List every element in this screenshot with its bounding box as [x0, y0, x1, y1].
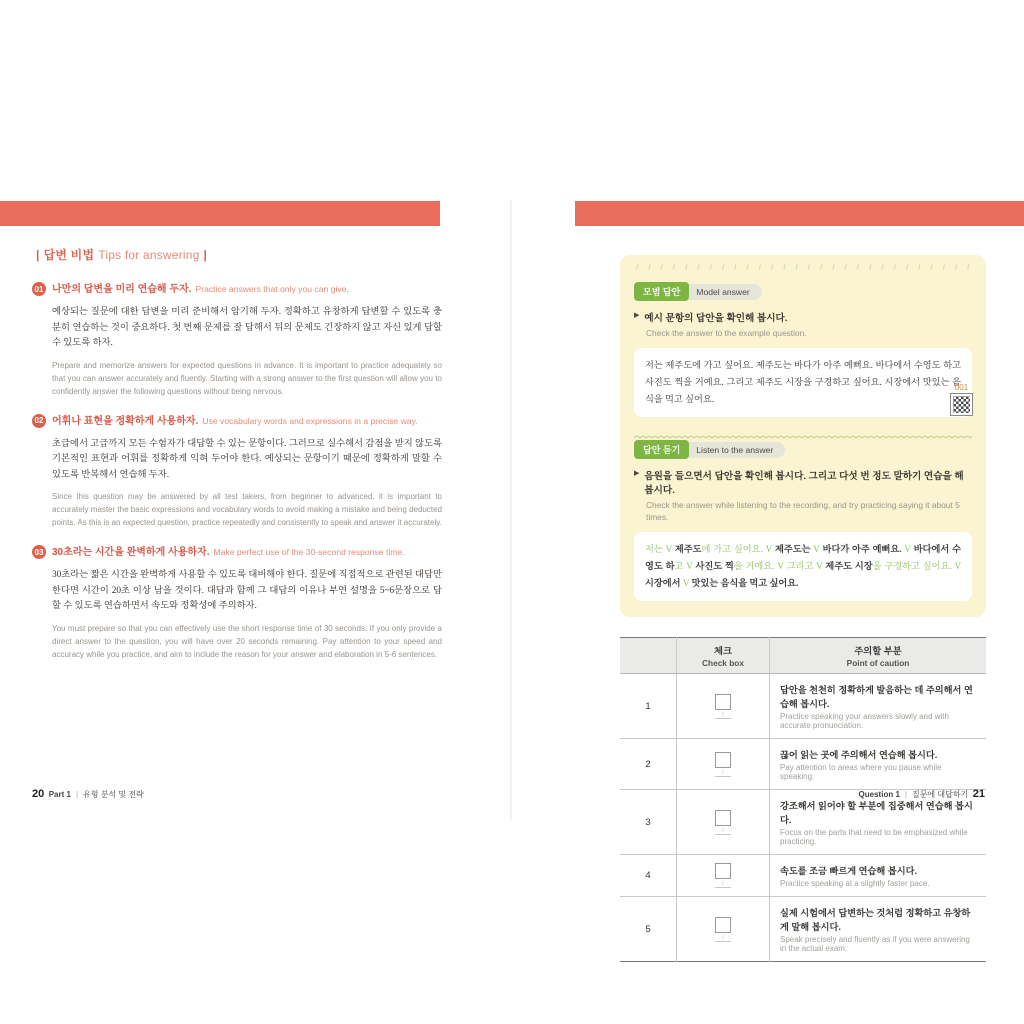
answer-segment: 제주도 시장: [825, 561, 873, 571]
stitch-slash: /: [795, 262, 798, 272]
tip-body-english: Since this question may be answered by all test takers, from beginner to advanced, it is important to accurately master the basic expressions and vocabulary words to avoid making a mistake and being deducted points. As this is an expected question, practice repeatedly and consistently to speak and answer it accurately.: [52, 492, 442, 527]
header-caution-ko: 주의할 부분: [854, 646, 902, 656]
stitch-slash: /: [648, 262, 651, 272]
section-title: [32, 246, 442, 263]
stitch-slash: /: [844, 262, 848, 272]
caution-cell: [770, 855, 987, 897]
model-answer-badges: [634, 282, 972, 301]
checkbox-cell: [677, 855, 770, 897]
checkbox-cell: [677, 739, 770, 790]
instruction-ko: 음원을 들으면서 답안을 확인해 봅시다. 그리고 다섯 번 정도 말하기 연습을 해 봅시다.: [644, 471, 964, 496]
footer-part-label: Part 1: [48, 790, 71, 799]
model-answer-badge-en: Model answer: [681, 284, 762, 300]
stitch-slash: /: [893, 262, 897, 272]
stitch-slash: /: [942, 262, 946, 272]
stitch-slash: /: [807, 262, 811, 272]
pause-mark: V: [816, 561, 826, 571]
arrow-bullet-icon: ▶: [634, 470, 640, 477]
pause-mark: V: [686, 561, 696, 571]
checkbox[interactable]: [715, 917, 731, 933]
stitch-slash: /: [930, 262, 933, 272]
tip-title-ko: 30초라는 시간을 완벽하게 사용하자.: [52, 547, 210, 558]
checkbox-mark-line: /: [715, 882, 731, 888]
tip-heading: [32, 544, 442, 561]
tip-title: [52, 413, 418, 430]
footer-separator: |: [904, 790, 907, 799]
stitch-slash: /: [672, 262, 676, 272]
stitch-slash: /: [758, 262, 762, 272]
stitch-slash: /: [660, 262, 664, 272]
tip-title-en: Practice answers that only you can give.: [195, 284, 349, 294]
stitch-slash: /: [832, 262, 835, 272]
header-caution: [770, 638, 987, 674]
listen-badge-en: Listen to the answer: [681, 442, 785, 458]
row-number: 4: [620, 855, 677, 897]
stitch-slash: /: [685, 262, 688, 272]
page-number-right: 21: [972, 788, 985, 800]
stitch-decoration: [634, 263, 972, 272]
row-number: 3: [620, 790, 677, 855]
header-caution-en: Point of caution: [846, 658, 910, 668]
footer-section-title: 질문에 대답하기: [911, 790, 969, 799]
answer-segment: 사진도 찍: [695, 561, 734, 571]
tip-item-2: [32, 413, 442, 530]
tip-title-ko: 나만의 답변을 미리 연습해 두자.: [52, 284, 192, 295]
footer-separator: |: [75, 790, 79, 799]
arrow-bullet-icon: ▶: [634, 312, 640, 319]
stitch-slash: /: [734, 262, 737, 272]
tip-body-korean: 예상되는 질문에 대한 답변을 미리 준비해서 암기해 두자. 정확하고 유창하게 답변할 수 있도록 충분히 연습하는 것이 중요하다. 첫 번째 문제를 잘 답해서 뒤의 문제도 긴장하지 않고 자신 있게 답할 수 있도록 하자.: [52, 307, 442, 348]
answer-segment: 제주도: [674, 544, 702, 554]
pause-mark: V: [954, 561, 961, 571]
stitch-slash: /: [819, 262, 823, 272]
caution-cell: [770, 739, 987, 790]
pause-mark: V: [682, 578, 692, 588]
caution-cell: [770, 897, 987, 962]
stitch-slash: /: [967, 262, 970, 272]
page-gutter: [510, 200, 512, 820]
row-number: 2: [620, 739, 677, 790]
table-row: [620, 855, 986, 897]
answer-segment: 을 거예요.: [733, 561, 778, 571]
pause-mark: V: [904, 544, 914, 554]
stitch-slash: /: [746, 262, 749, 272]
checkbox-cell: [677, 897, 770, 962]
pause-marked-answer-box: [634, 532, 972, 601]
tip-title: [52, 281, 349, 298]
stitch-slash: /: [881, 262, 884, 272]
stitch-slash: /: [856, 262, 860, 272]
answer-segment: 시장에서: [645, 578, 683, 588]
footer-question-label: Question 1: [858, 790, 900, 799]
model-answer-box: 저는 제주도에 가고 싶어요. 제주도는 바다가 아주 예뻐요. 바다에서 수영도 하고 사진도 찍을 거예요. 그리고 제주도 시장을 구경하고 싶어요. 시장에서 맛있는 음식을 먹고 싶어요.: [634, 348, 972, 417]
caution-ko: 강조해서 읽어야 할 부분에 집중해서 연습해 봅시다.: [780, 801, 973, 825]
checkbox-mark-line: /: [715, 936, 731, 942]
page-number-left: 20: [32, 788, 45, 800]
tip-number-badge: 03: [32, 545, 46, 559]
checkbox-cell: [677, 674, 770, 739]
answer-segment: 에 가고 싶어요.: [701, 544, 766, 554]
tip-body-korean: 30초라는 짧은 시간을 완벽하게 사용할 수 있도록 대비해야 한다. 질문에 직접적으로 관련된 대답만 한다면 시간이 20초 이상 남을 것이다. 대답과 함께 그 대답의 이유나 부연 설명을 5~6문장으로 답할 수 있도록 연습하면서 속도와 정확성에 주의하자.: [52, 570, 442, 611]
table-row: [620, 897, 986, 962]
caution-ko: 실제 시험에서 답변하는 것처럼 정확하고 유창하게 말해 봅시다.: [780, 908, 971, 932]
listen-instruction: [634, 468, 972, 523]
row-number: 5: [620, 897, 677, 962]
header-check: [677, 638, 770, 674]
tip-title: [52, 544, 405, 561]
tip-item-1: [32, 281, 442, 398]
stitch-slash: /: [783, 262, 786, 272]
tip-title-en: Make perfect use of the 30-second response time.: [213, 547, 405, 557]
title-open-bar: |: [36, 248, 40, 262]
checkbox-mark-line: /: [715, 713, 731, 719]
track-number: 001: [954, 383, 969, 392]
tip-heading: [32, 281, 442, 298]
tip-title-en: Use vocabulary words and expressions in a precise way.: [202, 415, 418, 426]
model-answer-badge-ko: 모범 답안: [634, 282, 689, 301]
checkbox[interactable]: [715, 694, 731, 710]
listen-badges: [634, 440, 972, 459]
header-blank: [620, 638, 677, 674]
section-title-en: Tips for answering: [98, 248, 200, 262]
pause-mark: V: [665, 544, 675, 554]
table-row: [620, 674, 986, 739]
tip-number-badge: 02: [32, 414, 46, 428]
footer-chapter-title: 유형 분석 및 전략: [83, 790, 144, 799]
header-check-ko: 체크: [714, 646, 732, 656]
tip-body-english: You must prepare so that you can effectively use the short response time of 30 seconds. If you only provide a direct answer to the question, you will have over 20 seconds remaining. Pay attention to your speed and accuracy while you practice, and aim to include the reason for your answer and elaboration in 5-6 sentences.: [52, 623, 442, 659]
stitch-slash: /: [721, 262, 725, 272]
audio-track: [950, 383, 973, 416]
answer-segment: 저는: [645, 544, 666, 554]
row-number: 1: [620, 674, 677, 739]
qr-code-icon: [950, 393, 973, 416]
stitch-slash: /: [869, 262, 872, 272]
model-answer-instruction: [634, 310, 972, 339]
instruction-en: Check the answer to the example question.: [646, 328, 807, 338]
left-page-footer: [32, 788, 144, 800]
answer-segment: 제주도는: [774, 544, 814, 554]
caution-en: Practice speaking at a slightly faster pace.: [780, 879, 930, 888]
title-close-bar: |: [203, 248, 208, 262]
table-row: [620, 739, 986, 790]
wavy-divider: [634, 428, 972, 434]
tip-body-english: Prepare and memorize answers for expected questions in advance. It is important to practice adequately so that you can answer accurately and fluently. Starting with a strong answer to the first question will allow you to confidently answer the following questions without being nervous.: [52, 360, 442, 396]
caution-en: Practice speaking your answers slowly and with accurate pronunciation.: [780, 712, 949, 730]
checkbox[interactable]: [715, 810, 731, 826]
checkbox-mark-line: /: [715, 771, 731, 777]
section-title-ko: 답변 비법: [43, 248, 95, 262]
pause-mark: V: [777, 561, 787, 571]
caution-ko: 속도를 조금 빠르게 연습해 봅시다.: [780, 866, 918, 876]
caution-cell: [770, 674, 987, 739]
stitch-slash: /: [709, 262, 713, 272]
caution-ko: 끊어 읽는 곳에 주의해서 연습해 봅시다.: [780, 750, 938, 760]
stitch-slash: /: [697, 262, 700, 272]
right-page-content: [620, 255, 986, 962]
stitch-slash: /: [918, 262, 921, 272]
checkbox-mark-line: /: [715, 829, 731, 835]
pause-mark: V: [813, 544, 823, 554]
stitch-slash: /: [905, 262, 909, 272]
answer-segment: 맛있는 음식을 먹고 싶어요.: [691, 578, 799, 588]
left-header-bar: [0, 201, 440, 226]
left-page-content: [32, 246, 442, 676]
stitch-slash: /: [954, 262, 958, 272]
instruction-ko: 예시 문항의 답안을 확인해 봅시다.: [644, 313, 788, 324]
instruction-en: Check the answer while listening to the recording, and try practicing saying it about 5 times.: [646, 500, 960, 522]
caution-en: Focus on the parts that need to be emphasized while practicing.: [780, 828, 968, 846]
tip-number-badge: 01: [32, 282, 46, 296]
right-header-bar: [575, 201, 1024, 226]
answer-segment: 바다에서 수영도 하: [645, 544, 961, 571]
practice-note-card: [620, 255, 986, 617]
right-page-footer: [859, 788, 985, 800]
pause-mark: V: [765, 544, 775, 554]
caution-en: Speak precisely and fluently as if you were answering in the actual exam.: [780, 935, 970, 953]
header-check-en: Check box: [702, 658, 744, 668]
tip-title-ko: 어휘나 표현을 정확하게 사용하자.: [52, 415, 199, 427]
stitch-slash: /: [636, 262, 639, 272]
answer-segment: 바다가 아주 예뻐요.: [822, 544, 905, 554]
listen-badge-ko: 답안 듣기: [634, 440, 689, 459]
stitch-slash: /: [770, 262, 774, 272]
tip-body-korean: 초급에서 고급까지 모든 수험자가 대답할 수 있는 문항이다. 그러므로 실수해서 감점을 받지 않도록 기본적인 표현과 어휘를 정확하게 익혀 두어야 한다. 예상되는 문항이기 때문에 정확하게 말할 수 있도록 반복해서 연습해 두자.: [52, 438, 442, 480]
table-header-row: [620, 638, 986, 674]
tip-heading: [32, 413, 442, 430]
caution-ko: 답안을 천천히 정확하게 발음하는 데 주의해서 연습해 봅시다.: [780, 685, 973, 709]
caution-en: Pay attention to areas where you pause while speaking.: [780, 763, 942, 781]
answer-segment: 그리고: [786, 561, 817, 571]
checkbox[interactable]: [715, 863, 731, 879]
answer-segment: 을 구경하고 싶어요.: [872, 561, 955, 571]
checkbox-cell: [677, 790, 770, 855]
checkbox[interactable]: [715, 752, 731, 768]
answer-segment: 고: [674, 561, 687, 571]
tip-item-3: [32, 544, 442, 661]
